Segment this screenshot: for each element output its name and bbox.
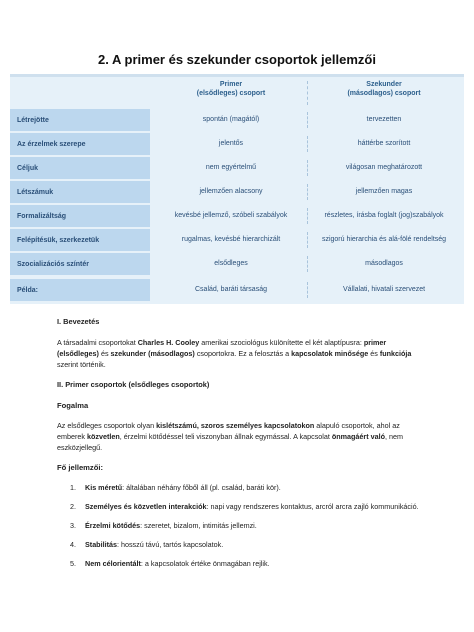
text: és: [370, 349, 378, 358]
table-row: [10, 133, 464, 155]
item-number: 4.: [70, 540, 76, 549]
text: alapuló csoportok, ahol az emberek: [57, 421, 400, 441]
text: , érzelmi kötődéssel teli viszonyban állnak egymással. A kapcsolat: [119, 432, 330, 441]
item-number: 1.: [70, 483, 76, 492]
primer-cell: Család, baráti társaság: [195, 286, 267, 293]
cell-divider: [307, 256, 308, 272]
szekunder-cell: szigorú hierarchia és alá-fölé rendeltség: [321, 236, 447, 243]
cell-divider: [307, 136, 308, 152]
row-label: Céljuk: [10, 157, 150, 179]
section-heading-primer: II. Primer csoportok (elsődleges csoportok): [57, 380, 210, 389]
row-label: Létrejötte: [10, 109, 150, 131]
item-text: : napi vagy rendszeres kontaktus, arcról arcra zajló kommunikáció.: [206, 502, 419, 511]
primer-header-line2: (elsődleges) csoport: [196, 89, 266, 97]
cell-divider: [307, 208, 308, 224]
primer-cell: jellemzően alacsony: [199, 188, 263, 195]
table-row: [10, 181, 464, 203]
szekunder-header-line2: (másodlagos) csoport: [347, 89, 421, 97]
item-term: Személyes és közvetlen interakciók: [85, 502, 207, 511]
table-row: [10, 229, 464, 251]
term-function: funkciója: [379, 349, 412, 358]
list-item: [57, 539, 427, 550]
comparison-table: [10, 74, 464, 304]
item-term: Stabilitás: [85, 540, 117, 549]
body-content: [57, 316, 427, 577]
term-primer: primer (elsődleges): [57, 338, 387, 358]
section-heading-intro: I. Bevezetés: [57, 317, 100, 326]
item-number: 3.: [70, 521, 76, 530]
text: Az elsődleges csoportok olyan: [57, 421, 155, 430]
row-label: Az érzelmek szerepe: [10, 133, 150, 155]
term-selfvalue: önmagáért való: [331, 432, 385, 441]
list-item: [57, 501, 427, 512]
list-item: [57, 482, 427, 493]
text: , nem eszközjellegű.: [57, 432, 403, 452]
szekunder-cell: tervezetten: [366, 116, 402, 123]
item-term: Érzelmi kötődés: [85, 521, 141, 530]
row-label: Felépítésük, szerkezetük: [10, 229, 150, 251]
cell-divider: [307, 160, 308, 176]
primer-header-line1: Primer: [219, 81, 243, 88]
item-term: Nem célorientált: [85, 559, 141, 568]
item-text: : hosszú távú, tartós kapcsolatok.: [116, 540, 224, 549]
primer-cell: nem egyértelmű: [205, 164, 257, 171]
features-list: [57, 482, 427, 569]
text: és: [100, 349, 109, 358]
row-label: Szocializációs színtér: [10, 253, 150, 275]
szekunder-cell: másodlagos: [365, 260, 403, 267]
primer-cell: jelentős: [218, 140, 244, 147]
term-quality: kapcsolatok minősége: [291, 349, 369, 358]
row-label: Példa:: [10, 279, 150, 301]
szekunder-cell: jellemzően magas: [355, 188, 413, 195]
cell-divider: [307, 282, 308, 298]
primer-column-header: [156, 81, 306, 107]
primer-cell: elsődleges: [214, 260, 248, 267]
cell-divider: [307, 232, 308, 248]
list-item: [57, 558, 427, 569]
szekunder-cell: világosan meghatározott: [345, 164, 423, 171]
primer-cell: spontán (magától): [202, 116, 260, 123]
szekunder-cell: Vállalati, hivatali szervezet: [342, 286, 426, 293]
cell-divider: [307, 184, 308, 200]
szekunder-cell: részletes, írásba foglalt (jog)szabályok: [324, 212, 444, 219]
item-number: 5.: [70, 559, 76, 568]
header-divider: [307, 81, 308, 105]
cooley-name: Charles H. Cooley: [137, 338, 200, 347]
primer-cell: rugalmas, kevésbé hierarchizált: [181, 236, 281, 243]
szekunder-header-line1: Szekunder: [366, 81, 402, 88]
list-item: [57, 520, 427, 531]
definition-paragraph: [57, 420, 427, 453]
intro-paragraph: [57, 337, 427, 370]
item-text: : szeretet, bizalom, intimitás jellemzi.: [140, 521, 257, 530]
features-heading: Fő jellemzői:: [57, 463, 103, 472]
table-row: [10, 157, 464, 179]
table-row: [10, 109, 464, 131]
table-row: [10, 253, 464, 275]
item-number: 2.: [70, 502, 76, 511]
item-term: Kis méretű: [85, 483, 123, 492]
row-label: Formalizáltság: [10, 205, 150, 227]
item-text: : a kapcsolatok értéke önmagában rejlik.: [140, 559, 270, 568]
text: A társadalmi csoportokat: [57, 338, 136, 347]
term-szekunder: szekunder (másodlagos): [110, 349, 195, 358]
subheading-fogalma: Fogalma: [57, 401, 89, 410]
text: szerint történik.: [57, 360, 106, 369]
szekunder-cell: háttérbe szorított: [357, 140, 411, 147]
term-small-close: kislétszámú, szoros személyes kapcsolatokon: [156, 421, 315, 430]
term-direct: közvetlen: [86, 432, 120, 441]
text: amerikai szociológus különítette el két alaptípusra:: [201, 338, 362, 347]
cell-divider: [307, 112, 308, 128]
table-row: [10, 279, 464, 301]
primer-cell: kevésbé jellemző, szóbeli szabályok: [174, 212, 288, 219]
text: csoportokra. Ez a felosztás a: [196, 349, 290, 358]
szekunder-column-header: [310, 81, 458, 107]
row-label: Létszámuk: [10, 181, 150, 203]
item-text: : általában néhány főből áll (pl. család, baráti kör).: [122, 483, 281, 492]
table-row: [10, 205, 464, 227]
page-title: 2. A primer és szekunder csoportok jellemzői: [98, 52, 376, 67]
